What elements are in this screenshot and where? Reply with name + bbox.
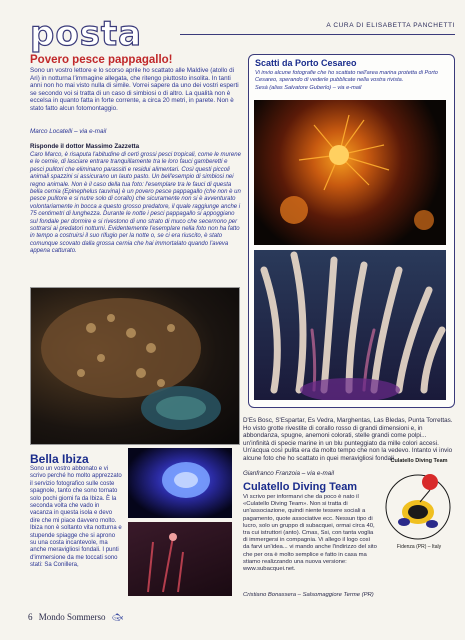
reply-text: Caro Marco, è risaputa l'abitudine di certi grossi pesci tropicali, come le murene e le cernie, di lasciare entrare tranquillamente tra le loro fauci gamberetti e pesci pulitori che eliminano parassiti e residui alimentari. Così questi piccoli animali spazzini si assicurano un lauto pasto. Un bell'esempio di simbiosi nei regno animale. Non è il caso della tua foto: l'esemplare tra le fauci di questa bella cernia (Epinephelus tauvina) è un povero pesce pappagallo (che non è un pesce pulitore e si nutre solo di corallo) che sicuramente non si è avventurato volontariamente in bocca a questo grosso predatore, il quale raggiunge anche i 75 centimetri di lunghezza. Durante le notte i pesci pappagallo si appoggiano sul fondale per dormire e si rivestono di uno strato di muco che secernono per sottrarsi ai predatori notturni. Evidentemente l'esemplare nella foto non ha fatto in tempo a costruirsi il suo rifugio per la notte o, se ci era riuscito, è stato comunque scovato dalla grossa cernia che hai immortalato quando l'aveva appena catturato. [30,152,241,255]
ibiza-photo-top [128,448,232,518]
ibiza-continuation-text: D'Es Bosc, S'Espartar, Es Vedra, Marghentas, Las Bledas, Punta Torrettas. Ho visto grotte rivestite di corallo rosso di grandi dimensioni e, in abbondanza, spugne, anemoni colorati, stelle grandi come polpi... un'infinità di specie marine in un blu punteggiato da mille colori accesi. Un'acqua così pulita era da molto tempo che non la vedevo. Intanto vi invio alcune foto che ho scattato in quei meravigliosi fondali. [243,417,453,462]
grouper-photo [30,287,240,445]
culatello-signature: Cristiano Bonassera – Salsomaggiore Terme (PR) [243,592,374,598]
coral-illustration [254,100,446,245]
scatti-intro: Vi invio alcune fotografie che ho scattato nell'area marina protetta di Porto Cesareo, sperando di vederle pubblicate nella vostra rivista. [255,70,438,83]
culatello-logo [380,452,455,562]
culatello-text: Vi scrivo per informarvi che da poco è nato il «Culatello Diving Team». Non si tratta di un'associazione, quindi niente tessere sociali a pagamento, quote associative ecc. Nessun tipo di lucro, solo un gruppo di subacquei, ormai circa 40, tra cui istruttori (anto). Cmas, Ssi, con tanta voglia di immergersi in compagnia. Vi allego il logo così da farvi un'idea... vi mando anche l'indirizzo del sito che per ora è molto semplice e fatto in casa ma stiamo realizzando una nuova versione: www.subacquei.net. [243,494,377,573]
reply-heading: Risponde il dottor Massimo Zazzetta [30,143,140,150]
coral-photo [254,100,446,245]
page-footer [28,612,123,623]
scatti-title: Scatti da Porto Cesareo [255,58,357,68]
ibiza-blue-illustration [128,448,232,518]
header-rule [180,34,455,35]
anemone-illustration [254,250,446,400]
fish-icon: 🐟︎ [111,612,124,622]
ibiza-title: Bella Ibiza [30,452,89,466]
page-number: 6 [28,612,33,622]
grouper-illustration [31,288,239,444]
scatti-signature: Sesà (alias Salvatore Guberlo) – via e-mail [255,85,362,91]
ibiza-red-illustration [128,522,232,596]
ibiza-text: Sono un vostro abbonato e vi scrivo perché ho molto apprezzato il servizio fotografico sulle coste spagnole, tanto che sono tornato solo pochi giorni fa da Ibiza. È la seconda volta che vado in vacanza in questa isola e devo dire che mi piace davvero molto. Ibiza non è soltanto vita notturna e stupende spiagge che si aprono su una costa incantevole, ma anche meravigliosi fondali. I punti d'immersione da me toccati sono stati: Sa Conillera, [30,466,122,569]
ibiza-photo-bottom [128,522,232,596]
logo-text-bottom: Fidenza (PR) – Italy [396,544,442,550]
article-title-pappagallo: Povero pesce pappagallo! [30,54,173,66]
article-letter-signature: Marco Locatelli – via e-mail [30,128,107,135]
section-masthead: posta [30,14,143,54]
magazine-name: Mondo Sommerso [38,612,106,622]
anemone-photo [254,250,446,400]
curator-credit: A CURA DI ELISABETTA PANCHETTI [326,22,455,29]
culatello-title: Culatello Diving Team [243,481,358,493]
ibiza-continuation-signature: Gianfranco Franzoia – via e-mail [243,470,334,477]
article-letter-text: Sono un vostro lettore e lo scorso aprile ho scattato alle Maldive (atollo di Ari) in notturna l'immagine allegata, che ritengo piuttosto insolita. In tanti anni non ho mai visto nulla di simile. Vorrei sapere da uno dei vostri esperti se secondo voi si tratta di un caso di simbiosi o di altro. La qualità non è eccelsa in quanto fatta in forte corrente, a circa 20 metri, in parete. Non è stato fatto alcun fotomontaggio. [30,67,239,112]
logo-text-top: Culatello Diving Team [390,458,448,464]
